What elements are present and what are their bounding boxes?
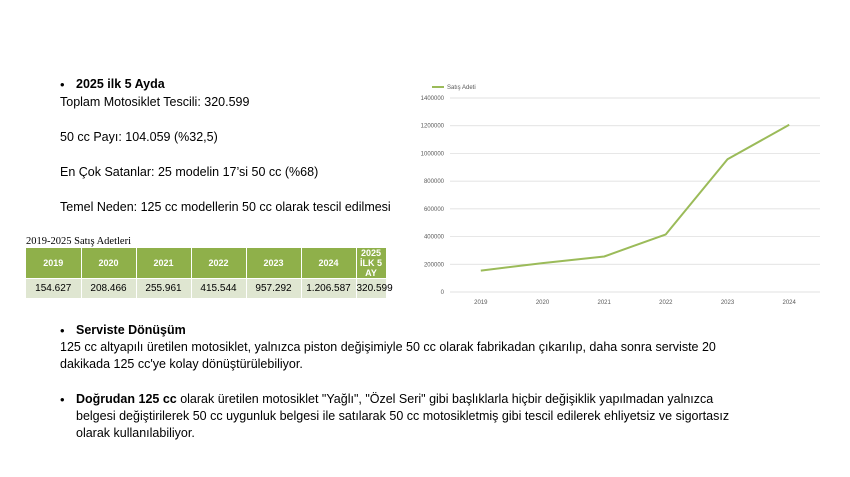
table-header-cell: 2020 <box>81 248 136 279</box>
series-line <box>481 125 789 271</box>
direct-line-1 <box>76 392 713 406</box>
bullet-marker: • <box>60 323 65 338</box>
table-header-row <box>26 248 386 279</box>
table-cell: 1.206.587 <box>301 279 356 299</box>
y-tick-label: 400000 <box>423 234 444 241</box>
x-tick-label: 2019 <box>474 300 488 306</box>
table-header-cell: 2021 <box>136 248 191 279</box>
y-tick-label: 800000 <box>423 179 444 186</box>
y-tick-label: 1000000 <box>420 151 444 158</box>
main-reason-line: Temel Neden: 125 cc modellerin 50 cc olarak tescil edilmesi <box>60 200 391 214</box>
y-tick-label: 1200000 <box>420 123 444 130</box>
x-tick-label: 2021 <box>597 300 611 306</box>
bullet-marker: • <box>60 77 65 92</box>
direct-line-1-rest: olarak üretilen motosiklet "Yağlı", "Özel Seri" gibi başlıklarla hiçbir değişiklik yapılmadan yalnızca <box>176 392 714 406</box>
total-registration-line: Toplam Motosiklet Tescili: 320.599 <box>60 95 250 109</box>
table-cell: 208.466 <box>81 279 136 299</box>
x-tick-label: 2020 <box>535 300 550 306</box>
x-tick-label: 2024 <box>782 300 796 306</box>
legend-label: Satış Adeti <box>447 85 476 91</box>
table-header-cell: 2022 <box>191 248 246 279</box>
y-tick-label: 200000 <box>423 262 444 269</box>
sales-table <box>26 248 393 298</box>
y-tick-label: 600000 <box>423 206 444 213</box>
direct-line-2: belgesi değiştirilerek 50 cc uygunluk belgesi ile satılarak 50 cc motosikletmiş gibi tescil edilerek ehliyetsiz ve sigortasız <box>76 409 730 423</box>
direct-heading: Doğrudan 125 cc <box>76 392 177 406</box>
y-tick-label: 1400000 <box>420 96 444 102</box>
table-title: 2019-2025 Satış Adetleri <box>26 236 131 247</box>
table-cell: 415.544 <box>191 279 246 299</box>
direct-line-3: olarak kullanılabiliyor. <box>76 426 195 440</box>
table-cell: 957.292 <box>246 279 301 299</box>
table-header-cell: 2024 <box>301 248 356 279</box>
x-tick-label: 2023 <box>720 300 735 306</box>
table-cell: 255.961 <box>136 279 191 299</box>
service-heading: Serviste Dönüşüm <box>76 323 186 337</box>
share-50cc-line: 50 cc Payı: 104.059 (%32,5) <box>60 130 218 144</box>
best-sellers-line: En Çok Satanlar: 25 modelin 17’si 50 cc (%68) <box>60 165 319 179</box>
y-tick-label: 0 <box>440 290 444 296</box>
sales-line-chart <box>410 78 830 313</box>
table-row <box>26 279 386 299</box>
bullet-marker: • <box>60 392 65 407</box>
x-tick-label: 2022 <box>659 300 673 306</box>
table-cell: 154.627 <box>26 279 81 299</box>
service-line-1: 125 cc altyapılı üretilen motosiklet, yalnızca piston değişimiyle 50 cc olarak fabrikadan çıkarılıp, daha sonra serviste 20 <box>60 340 716 354</box>
table-header-cell: 2019 <box>26 248 81 279</box>
table-cell: 320.599 <box>356 279 386 299</box>
service-line-2: dakikada 125 cc'ye kolay dönüştürülebiliyor. <box>60 357 303 371</box>
table-header-cell: 2025 İLK 5 AY <box>356 248 386 279</box>
table-header-cell: 2023 <box>246 248 301 279</box>
summary-heading: 2025 ilk 5 Ayda <box>76 77 165 91</box>
